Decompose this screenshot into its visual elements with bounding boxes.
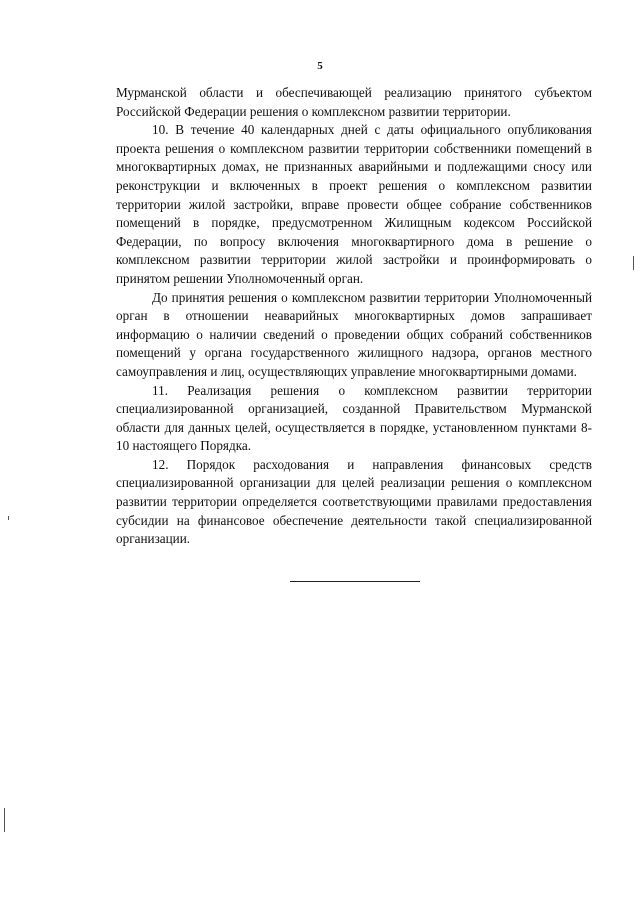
scan-mark-left-lower xyxy=(4,808,5,832)
end-divider-line xyxy=(290,581,420,582)
paragraph-10: 10. В течение 40 календарных дней с даты официального опубликования проекта решения о комплексном развитии территории собственники помещений в многоквартирных домах, не признанных аварийными и подлежащими сносу или реконструкции и включенных в проект решения о комплексном развитии территории жилой застройки, вправе провести общее собрание собственников помещений в порядке, предусмотренном Жилищным кодексом Российской Федерации, по вопросу включения многоквартирного дома в решение о комплексном развитии территории жилой застройки и проинформировать о принятом решении Уполномоченный орган. xyxy=(116,122,592,286)
scan-mark-left xyxy=(8,516,9,520)
page-number: 5 xyxy=(317,60,323,72)
paragraph-continuation: Мурманской области и обеспечивающей реализацию принятого субъектом Российской Федерации решения о комплексном развитии территории. xyxy=(116,85,592,119)
paragraph-12: 12. Порядок расходования и направления финансовых средств специализированной организации для целей реализации решения о комплексном развитии территории определяется соответствующими правилами предоставления субсидии на финансовое обеспечение деятельности такой специализированной организации. xyxy=(116,456,592,547)
paragraph-11: 11. Реализация решения о комплексном развитии территории специализированной организацией, созданной Правительством Мурманской области для данных целей, осуществляется в порядке, установленном пунктами 8-10 настоящего Порядка. xyxy=(116,382,592,454)
document-body xyxy=(116,84,592,549)
paragraph-10-continued: До принятия решения о комплексном развитии территории Уполномоченный орган в отношении неаварийных многоквартирных домов запрашивает информацию о наличии сведений о проведении общих собраний собственников помещений у органа государственного жилищного надзора, органов местного самоуправления и лиц, осуществляющих управление многоквартирными домами. xyxy=(116,289,592,379)
scan-mark-right xyxy=(633,256,634,270)
